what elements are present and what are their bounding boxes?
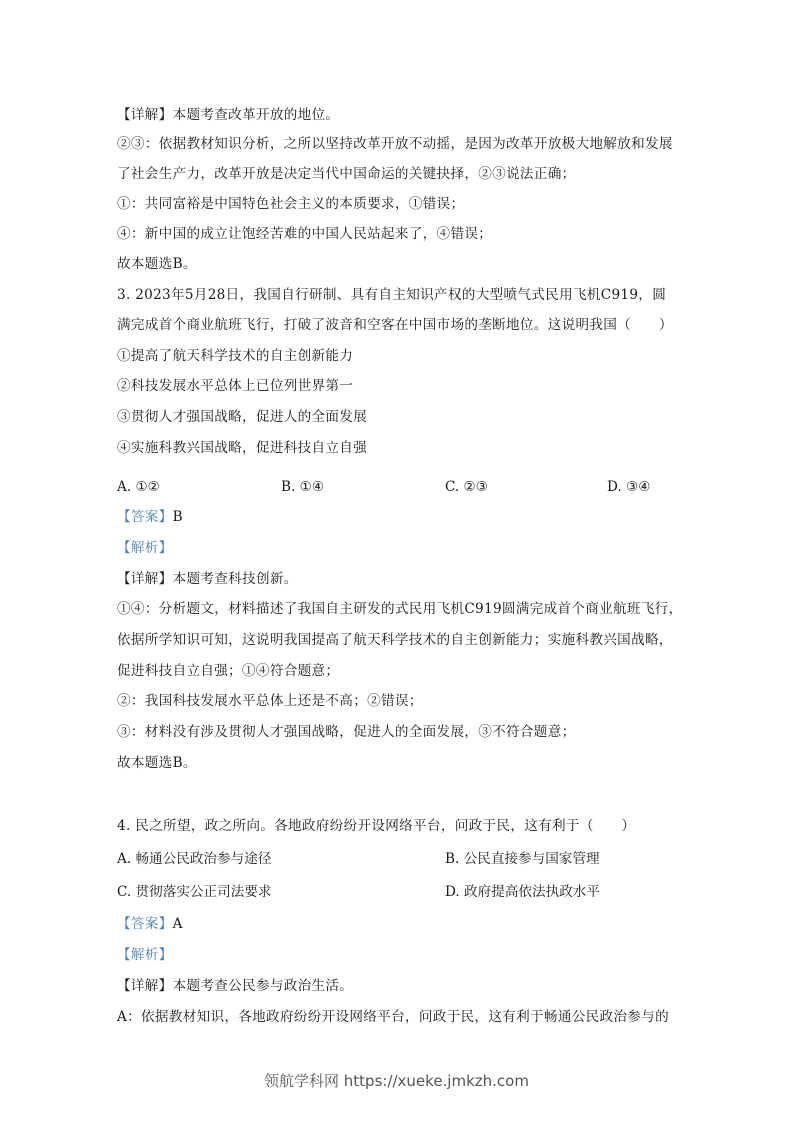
detail-text: 本题考查公民参与政治生活。 — [172, 978, 354, 994]
detail-tag: 【详解】 — [117, 107, 173, 123]
q3-analysis-tag: 【解析】 — [117, 540, 173, 556]
q2-detail-line — [117, 105, 339, 125]
q3-stem-line: 3. 2023年5月28日，我国自行研制、具有自主知识产权的大型喷气式民用飞机C919，圆 — [117, 287, 667, 303]
detail-tag: 【详解】 — [117, 978, 173, 994]
q2-conclusion: 故本题选B。 — [117, 256, 197, 272]
q2-explain-line: 了社会生产力，改革开放是决定当代中国命运的关键抉择，②③说法正确； — [117, 166, 576, 182]
answer-tag: 【答案】 — [117, 509, 173, 525]
q3-stem-line: 满完成首个商业航班飞行，打破了波音和空客在中国市场的垄断地位。这说明我国（ ） — [117, 317, 673, 333]
q2-explain-line: ④：新中国的成立让饱经苦难的中国人民站起来了，④错误； — [117, 226, 493, 242]
footer-watermark: 领航学科网 https://xueke.jmkzh.com — [264, 1072, 529, 1090]
detail-text: 本题考查改革开放的地位。 — [172, 107, 340, 123]
q4-analysis-tag: 【解析】 — [117, 947, 173, 963]
q3-option-c: C. ②③ — [445, 479, 488, 495]
q4-explain-line: A：依据教材知识，各地政府纷纷开设网络平台，问政于民，这有利于畅通公民政治参与的 — [117, 1009, 669, 1025]
q2-explain-line: ①：共同富裕是中国特色社会主义的本质要求，①错误； — [117, 196, 465, 212]
q4-option-c: C. 贯彻落实公正司法要求 — [117, 884, 272, 900]
q4-answer — [117, 914, 183, 934]
q2-explain-line: ②③：依据教材知识分析，之所以坚持改革开放不动摇，是因为改革开放极大地解放和发展 — [117, 136, 673, 152]
q3-explain-line: ②：我国科技发展水平总体上还是不高；②错误； — [117, 693, 423, 709]
q3-statement: ③贯彻人才强国战略，促进人的全面发展 — [117, 409, 368, 425]
q4-detail-line — [117, 976, 353, 996]
q3-answer — [117, 507, 183, 527]
q4-stem: 4. 民之所望，政之所向。各地政府纷纷开设网络平台，问政于民，这有利于（ ） — [117, 818, 636, 834]
answer-value: A — [172, 916, 183, 932]
q3-option-a: A. ①② — [117, 479, 160, 495]
q3-statement: ②科技发展水平总体上已位列世界第一 — [117, 378, 354, 394]
q4-option-a: A. 畅通公民政治参与途径 — [117, 851, 272, 867]
detail-text: 本题考查科技创新。 — [172, 571, 298, 587]
q3-detail-line — [117, 569, 298, 589]
q3-conclusion: 故本题选B。 — [117, 755, 197, 771]
q3-statement: ①提高了航天科学技术的自主创新能力 — [117, 348, 354, 364]
q4-option-b: B. 公民直接参与国家管理 — [445, 851, 600, 867]
q3-option-d: D. ③④ — [607, 479, 651, 495]
q4-option-d: D. 政府提高依法执政水平 — [445, 884, 600, 900]
answer-tag: 【答案】 — [117, 916, 173, 932]
q3-explain-line: ①④：分析题文，材料描述了我国自主研发的式民用飞机C919圆满完成首个商业航班飞行， — [117, 601, 683, 617]
q3-explain-line: 促进科技自立自强；①④符合题意； — [117, 663, 340, 679]
q3-explain-line: ③：材料没有涉及贯彻人才强国战略，促进人的全面发展，③不符合题意； — [117, 724, 576, 740]
q3-explain-line: 依据所学知识可知，这说明我国提高了航天科学技术的自主创新能力；实施科教兴国战略， — [117, 632, 673, 648]
q3-option-b: B. ①④ — [281, 479, 325, 495]
detail-tag: 【详解】 — [117, 571, 173, 587]
answer-value: B — [172, 509, 183, 525]
q3-statement: ④实施科教兴国战略，促进科技自立自强 — [117, 440, 368, 456]
